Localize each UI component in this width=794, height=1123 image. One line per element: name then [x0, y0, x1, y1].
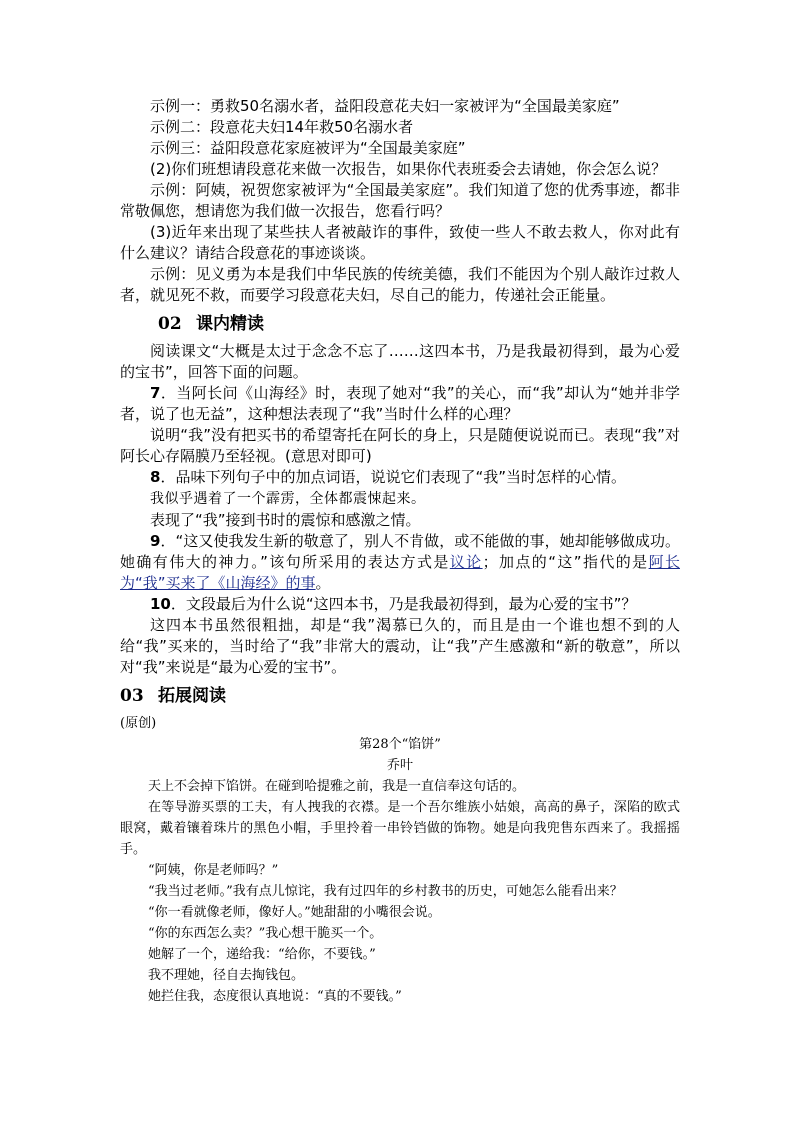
- question-text: ．品味下列句子中的加点词语，说说它们表现了“我”当时怎样的心情。: [160, 468, 626, 486]
- reading-intro: 阅读课文“大概是太过于念念不忘了……这四本书，乃是我最初得到，最为心爱的宝书”，回答下面的问题。: [120, 342, 680, 381]
- example-2: 示例二：段意花夫妇14年救50名溺水者: [150, 118, 414, 136]
- question-text: ．当阿长问《山海经》时，表现了她对“我”的关心，而“我”却认为“她并非学者，说了也无益”，这种想法表现了“我”当时什么样的心理？: [120, 384, 680, 423]
- story-paragraph: “你一看就像老师，像好人。”她甜甜的小嘴很会说。: [148, 905, 441, 920]
- section-title: 拓展阅读: [158, 686, 226, 706]
- answer-8: 表现了“我”接到书时的震惊和感激之情。: [150, 511, 421, 529]
- answer-7: 说明“我”没有把买书的希望寄托在阿长的身上，只是随便说说而已。表现“我”对阿长心存隔膜乃至轻视。(意思对即可): [120, 426, 680, 465]
- example-1: 示例一：勇救50名溺水者，益阳段意花夫妇一家被评为“全国最美家庭”: [150, 97, 620, 115]
- story-paragraph: “我当过老师。”我有点儿惊诧，我有过四年的乡村教书的历史，可她怎么能看出来？: [148, 884, 623, 899]
- question-9: [120, 531, 680, 594]
- quoted-sentence: 我似乎遇着了一个霹雳，全体都震悚起来。: [150, 491, 426, 507]
- question-number: 8: [150, 468, 161, 486]
- question-3: (3)近年来出现了某些扶人者被敲诈的事件，致使一些人不敢去救人，你对此有什么建议？请结合段意花的事迹谈谈。: [120, 223, 680, 262]
- example-3: 示例三：益阳段意花家庭被评为“全国最美家庭”: [150, 139, 466, 157]
- question-text-2: ；加点的“这”指代的是: [482, 553, 649, 571]
- answer-3: 示例：见义勇为本是我们中华民族的传统美德，我们不能因为个别人敲诈过救人者，就见死不救，而要学习段意花夫妇，尽自己的能力，传递社会正能量。: [120, 265, 680, 304]
- story-paragraph: 她解了一个，递给我：“给你，不要钱。”: [148, 947, 376, 962]
- question-end: 。: [315, 574, 331, 592]
- question-2: (2)你们班想请段意花来做一次报告，如果你代表班委会去请她，你会怎么说？: [150, 160, 667, 178]
- section-number: 03: [120, 686, 144, 706]
- section-heading-02: [120, 313, 680, 335]
- story-paragraph: 我不理她，径自去掏钱包。: [148, 968, 305, 983]
- question-text: ．“这又使我发生新的敬意了，别人不肯做，或不能做的事，她却能够做成功。她确有伟大的神力。”该句所采用的表达方式是: [120, 532, 680, 571]
- story-paragraph: “阿姨，你是老师吗？”: [148, 863, 279, 878]
- story-excerpt: [120, 713, 680, 1007]
- section-number: 02: [158, 314, 182, 334]
- story-paragraph: 她拦住我，态度很认真地说：“真的不要钱。”: [148, 989, 402, 1004]
- section-title: 课内精读: [196, 314, 264, 334]
- story-author: 乔叶: [386, 758, 413, 773]
- question-8: [120, 467, 680, 488]
- document-content: [120, 96, 680, 1007]
- story-paragraph: 天上不会掉下馅饼。在碰到哈提雅之前，我是一直信奉这句话的。: [148, 779, 526, 794]
- question-7: [120, 383, 680, 425]
- story-paragraph: “你的东西怎么卖？”我心想干脆买一个。: [148, 926, 383, 941]
- answer-blank-2: 阿长为“我”买来了《山海经》的事: [120, 553, 680, 592]
- question-number: 9: [150, 532, 161, 550]
- question-text: ．文段最后为什么说“这四本书，乃是我最初得到，最为心爱的宝书”？: [170, 595, 637, 613]
- story-source: (原创): [120, 716, 157, 731]
- section-heading-03: [120, 685, 680, 707]
- question-10: [120, 594, 680, 615]
- question-number: 7: [150, 384, 161, 402]
- answer-2: 示例：阿姨，祝贺您家被评为“全国最美家庭”。我们知道了您的优秀事迹，都非常敬佩您，想请您为我们做一次报告，您看行吗？: [120, 181, 680, 220]
- story-paragraph: 在等导游买票的工夫，有人拽我的衣襟。是一个吾尔维族小姑娘，高高的鼻子，深陷的欧式眼窝，戴着镶着珠片的黑色小帽，手里拎着一串铃铛做的饰物。她是向我兜售东西来了。我摇摇手。: [120, 800, 680, 857]
- answer-blank-1: 议论: [449, 553, 483, 571]
- story-title: 第28个“馅饼”: [359, 737, 441, 752]
- answer-10: 这四本书虽然很粗拙，却是“我”渴慕已久的，而且是由一个谁也想不到的人给“我”买来的，当时给了“我”非常大的震动，让“我”产生感激和“新的敬意”，所以对“我”来说是“最为心爱的宝书”。: [120, 616, 680, 676]
- question-number: 10: [150, 595, 171, 613]
